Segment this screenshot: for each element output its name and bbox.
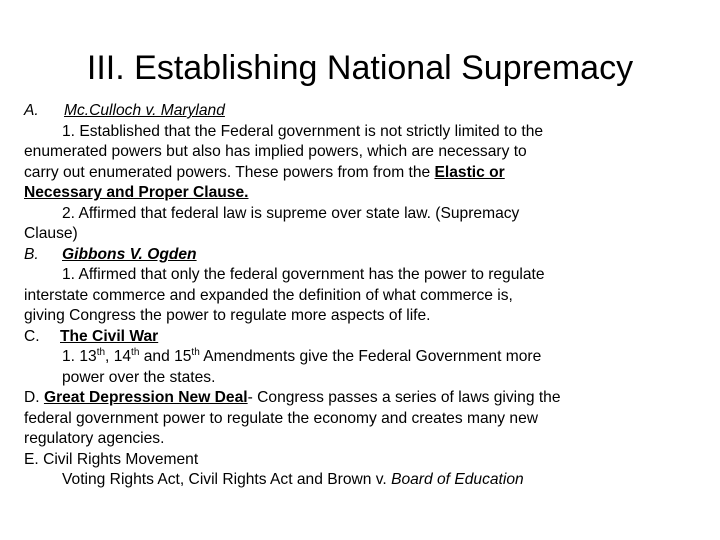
section-a-item2-line1: 2. Affirmed that federal law is supreme over state law. (Supremacy [62, 204, 520, 222]
section-d-line3: regulatory agencies. [24, 430, 165, 447]
amendments-mid-2: and 15 [139, 348, 192, 365]
section-b-item1-line3: giving Congress the power to regulate more aspects of life. [24, 307, 431, 324]
section-a-item2-line2: Clause) [24, 225, 78, 242]
section-b-item1-line2: interstate commerce and expanded the definition of what commerce is, [24, 286, 513, 304]
section-a-heading [24, 101, 674, 122]
amendments-rest: Amendments give the Federal Government more [199, 348, 542, 365]
amendment-sup-2: th [131, 346, 140, 358]
section-c-item1-line1 [24, 347, 674, 368]
section-e-heading: E. Civil Rights Movement [24, 450, 199, 468]
section-d-line2: federal government power to regulate the economy and creates many new [24, 409, 539, 427]
amendments-mid-1: , 14 [105, 348, 132, 365]
section-a-letter: A. [24, 102, 39, 119]
section-c-title: The Civil War [60, 327, 159, 345]
necessary-proper-clause-emphasis: Necessary and Proper Clause. [24, 184, 249, 201]
section-e-line1-text: Voting Rights Act, Civil Rights Act and Brown v. [62, 471, 392, 488]
amendment-sup-3: th [191, 346, 200, 358]
section-d-line1 [24, 388, 674, 409]
slide-title: III. Establishing National Supremacy [86, 49, 634, 87]
section-d-title: Great Depression New Deal [43, 389, 248, 406]
elastic-clause-emphasis: Elastic or [434, 163, 505, 181]
section-d-letter: D. [24, 389, 44, 406]
section-c-item1-line2: power over the states. [62, 368, 216, 386]
section-d-line1-rest: - Congress passes a series of laws giving the [247, 389, 561, 406]
section-a-item1-line3-text: carry out enumerated powers. These powers from from the [24, 163, 435, 181]
section-b-heading [24, 245, 674, 266]
section-b-item1-line1: 1. Affirmed that only the federal government has the power to regulate [62, 266, 545, 283]
amendment-sup-1: th [96, 346, 106, 358]
section-b-title: Gibbons V. Ogden [62, 245, 197, 263]
board-of-education-case: Board of Education [391, 471, 524, 488]
amendments-prefix: 1. 13 [62, 348, 97, 365]
section-a-title: Mc.Culloch v. Maryland [64, 102, 225, 119]
section-c-heading [24, 327, 674, 348]
section-c-letter: C. [24, 327, 40, 345]
slide-content [24, 101, 674, 491]
section-b-letter: B. [24, 245, 39, 263]
section-e-line1 [24, 470, 674, 491]
section-a-item1-line1: 1. Established that the Federal government is not strictly limited to the [62, 122, 544, 140]
section-a-item1-line3 [24, 163, 674, 184]
section-a-item1-line2: enumerated powers but also has implied powers, which are necessary to [24, 143, 527, 160]
